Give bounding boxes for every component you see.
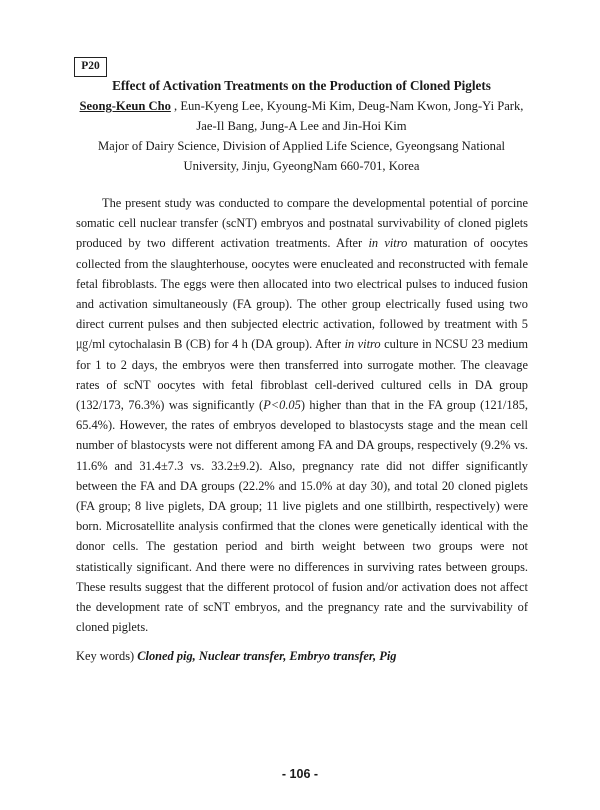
author-list [60,96,543,136]
poster-id-box: P20 [74,57,107,77]
abstract-text-1: The present study was conducted to compare the developmental potential of porcine somatic cell nuclear transfer (scNT) embryos and postnatal survivability of cloned piglets produced by two different activation treatments. After [76,196,528,251]
affiliation-line-1: Major of Dairy Science, Division of Applied Life Science, Gyeongsang National [97,139,506,153]
affiliation [60,136,543,176]
coauthors-line-2: Jae-Il Bang, Jung-A Lee and Jin-Hoi Kim [196,119,407,133]
keywords [76,646,528,666]
keywords-terms: Cloned pig, Nuclear transfer, Embryo transfer, Pig [137,649,397,663]
presenting-author: Seong-Keun Cho [79,99,171,113]
abstract-text-3: culture in NCSU 23 medium for 1 to 2 days, the embryos were then transferred into surrogate mother. The cleavage rates of scNT oocytes with fetal fibroblast cell-derived cultured cells in DA group (132/173, 76.3%) was significantly ( [76,337,528,413]
abstract-text-4: ) higher than that in the FA group (121/185, 65.4%). However, the rates of embryos developed to blastocysts stage and the mean cell number of blastocysts were not different among FA and DA groups, respectively (9.2% vs. 11.6% and 31.4±7.3 vs. 33.2±9.2). Also, pregnancy rate did not differ significantly between the FA and DA groups (22.2% and 15.0% at day 30), and total 20 cloned piglets (FA group; 8 live piglets, DA group; 11 live piglets and one stillbirth, respectively) were born. Microsatellite analysis confirmed that the clones were genetically identical with the donor cells. The gestation period and birth weight between two groups were not statistically significant. And there were no differences in surviving rates between groups. These results suggest that the different protocol of fusion and/or activation does not affect the development rate of scNT embryos, and the pregnancy rate and the survivability of cloned piglets. [76,398,529,635]
abstract-body [76,193,528,637]
keywords-label: Key words) [76,649,138,663]
affiliation-line-2: University, Jinju, GyeongNam 660-701, Korea [183,159,420,173]
abstract-header [60,76,543,176]
paper-title: Effect of Activation Treatments on the Production of Cloned Piglets [112,78,491,93]
abstract-text-2: maturation of oocytes collected from the slaughterhouse, oocytes were enucleated and reconstructed with female fetal fibroblasts. The eggs were then allocated into two electrical pulses to induced fusion and activation simultaneously (FA group). The other group electrically fused using two direct current pulses and then subjected electric activation, followed by treatment with 5 ㎍/ml cytochalasin B (CB) for 4 h (DA group). After [76,236,528,352]
p-value: P<0.05 [263,398,301,413]
in-vitro-term-1: in vitro [368,236,408,251]
in-vitro-term-2: in vitro [344,337,381,352]
coauthors-line-1: , Eun-Kyeng Lee, Kyoung-Mi Kim, Deug-Nam Kwon, Jong-Yi Park, [170,99,524,113]
page-number: - 106 - [281,767,319,781]
